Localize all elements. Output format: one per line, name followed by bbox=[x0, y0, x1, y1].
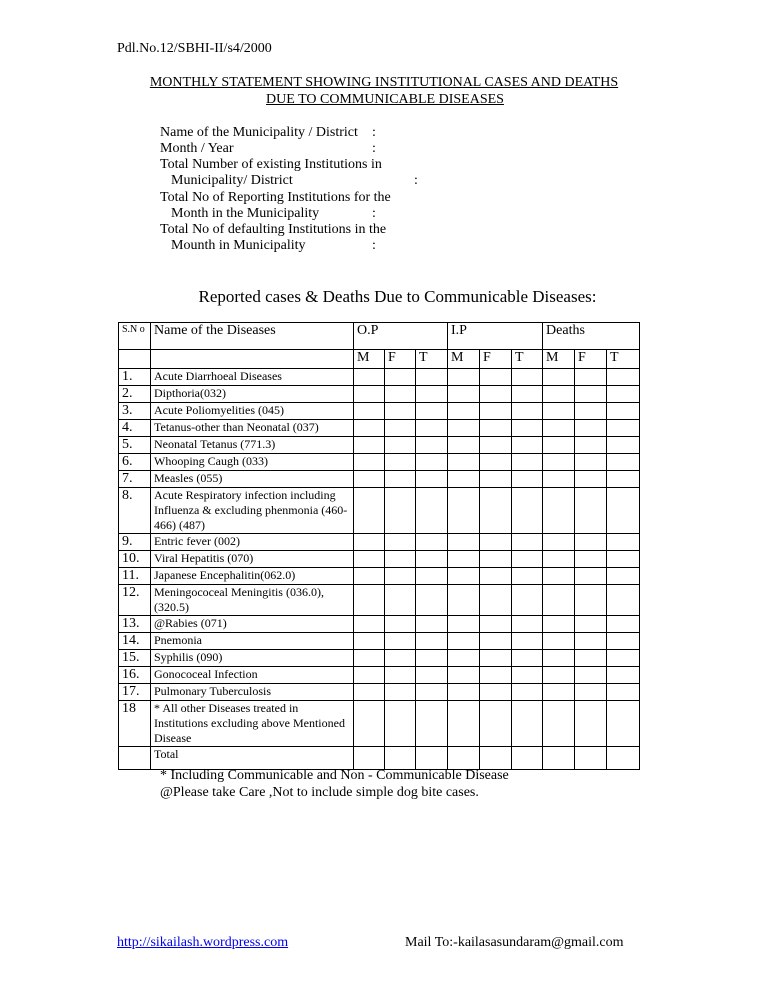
data-cell[interactable] bbox=[480, 701, 512, 747]
data-cell[interactable] bbox=[480, 633, 512, 650]
info-existing-line1 bbox=[160, 157, 382, 173]
data-cell[interactable] bbox=[575, 650, 607, 667]
data-cell[interactable] bbox=[448, 585, 480, 616]
row-sno: 10. bbox=[119, 551, 151, 568]
data-cell[interactable] bbox=[448, 747, 480, 770]
data-cell[interactable] bbox=[480, 437, 512, 454]
data-cell[interactable] bbox=[448, 667, 480, 684]
table-row bbox=[119, 369, 640, 386]
data-cell[interactable] bbox=[416, 386, 448, 403]
data-cell[interactable] bbox=[575, 568, 607, 585]
header-op-t: T bbox=[416, 350, 448, 369]
header-blank bbox=[119, 350, 151, 369]
data-cell[interactable] bbox=[354, 650, 385, 667]
info-label: Mounth in Municipality bbox=[171, 238, 306, 253]
data-cell[interactable] bbox=[480, 585, 512, 616]
data-cell[interactable] bbox=[416, 471, 448, 488]
row-disease-name: Entric fever (002) bbox=[151, 534, 354, 551]
data-cell[interactable] bbox=[416, 534, 448, 551]
header-op: O.P bbox=[354, 323, 448, 350]
data-cell[interactable] bbox=[385, 701, 416, 747]
data-cell[interactable] bbox=[575, 684, 607, 701]
table-row bbox=[119, 488, 640, 534]
data-cell[interactable] bbox=[512, 701, 543, 747]
row-disease-name: Acute Diarrhoeal Diseases bbox=[151, 369, 354, 386]
data-cell[interactable] bbox=[354, 684, 385, 701]
table-row bbox=[119, 633, 640, 650]
row-sno: 5. bbox=[119, 437, 151, 454]
data-cell[interactable] bbox=[448, 471, 480, 488]
data-cell[interactable] bbox=[480, 534, 512, 551]
table-row bbox=[119, 420, 640, 437]
info-label: Month in the Municipality bbox=[171, 206, 320, 221]
data-cell[interactable] bbox=[607, 454, 640, 471]
table-row bbox=[119, 471, 640, 488]
info-municipality bbox=[160, 125, 376, 141]
data-cell[interactable] bbox=[416, 551, 448, 568]
data-cell[interactable] bbox=[607, 551, 640, 568]
data-cell[interactable] bbox=[543, 616, 575, 633]
data-cell[interactable] bbox=[512, 403, 543, 420]
data-cell[interactable] bbox=[543, 369, 575, 386]
data-cell[interactable] bbox=[480, 420, 512, 437]
data-cell[interactable] bbox=[512, 534, 543, 551]
row-disease-name: Acute Respiratory infection including Influenza & excluding phenmonia (460-466) (487) bbox=[151, 488, 354, 534]
data-cell[interactable] bbox=[607, 420, 640, 437]
row-disease-name: @Rabies (071) bbox=[151, 616, 354, 633]
data-cell[interactable] bbox=[512, 471, 543, 488]
data-cell[interactable] bbox=[512, 454, 543, 471]
row-sno bbox=[119, 747, 151, 770]
data-cell[interactable] bbox=[543, 585, 575, 616]
data-cell[interactable] bbox=[543, 551, 575, 568]
data-cell[interactable] bbox=[448, 488, 480, 534]
row-sno: 17. bbox=[119, 684, 151, 701]
row-disease-name: Dipthoria(032) bbox=[151, 386, 354, 403]
data-cell[interactable] bbox=[416, 616, 448, 633]
row-sno: 12. bbox=[119, 585, 151, 616]
data-cell[interactable] bbox=[575, 747, 607, 770]
table-row bbox=[119, 551, 640, 568]
data-cell[interactable] bbox=[416, 488, 448, 534]
info-reporting-line1 bbox=[160, 190, 391, 206]
data-cell[interactable] bbox=[575, 534, 607, 551]
header-disease-name: Name of the Diseases bbox=[151, 323, 354, 350]
data-cell[interactable] bbox=[354, 701, 385, 747]
data-cell[interactable] bbox=[607, 684, 640, 701]
data-cell[interactable] bbox=[512, 488, 543, 534]
data-cell[interactable] bbox=[416, 369, 448, 386]
row-sno: 9. bbox=[119, 534, 151, 551]
data-cell[interactable] bbox=[480, 684, 512, 701]
data-cell[interactable] bbox=[480, 488, 512, 534]
data-cell[interactable] bbox=[543, 403, 575, 420]
data-cell[interactable] bbox=[416, 633, 448, 650]
data-cell[interactable] bbox=[575, 488, 607, 534]
data-cell[interactable] bbox=[512, 747, 543, 770]
row-disease-name: Total bbox=[151, 747, 354, 770]
header-deaths: Deaths bbox=[543, 323, 640, 350]
data-cell[interactable] bbox=[607, 585, 640, 616]
data-cell[interactable] bbox=[480, 551, 512, 568]
info-colon: : bbox=[414, 173, 418, 188]
row-disease-name: Pulmonary Tuberculosis bbox=[151, 684, 354, 701]
data-cell[interactable] bbox=[416, 701, 448, 747]
contact-email: Mail To:-kailasasundaram@gmail.com bbox=[405, 935, 624, 950]
footnote-at: @Please take Care ,Not to include simple dog bite cases. bbox=[160, 785, 479, 800]
header-ip: I.P bbox=[448, 323, 543, 350]
row-disease-name: Meningococeal Meningitis (036.0),(320.5) bbox=[151, 585, 354, 616]
report-title: Reported cases & Deaths Due to Communicable Diseases: bbox=[198, 287, 597, 306]
info-label: Municipality/ District bbox=[171, 173, 293, 188]
data-cell[interactable] bbox=[385, 403, 416, 420]
data-cell[interactable] bbox=[416, 747, 448, 770]
data-cell[interactable] bbox=[448, 684, 480, 701]
data-cell[interactable] bbox=[385, 534, 416, 551]
info-label: Name of the Municipality / District bbox=[160, 125, 358, 140]
row-sno: 1. bbox=[119, 369, 151, 386]
data-cell[interactable] bbox=[543, 471, 575, 488]
data-cell[interactable] bbox=[575, 403, 607, 420]
table-row bbox=[119, 747, 640, 770]
data-cell[interactable] bbox=[354, 420, 385, 437]
data-cell[interactable] bbox=[448, 386, 480, 403]
row-sno: 15. bbox=[119, 650, 151, 667]
row-disease-name: Syphilis (090) bbox=[151, 650, 354, 667]
data-cell[interactable] bbox=[354, 369, 385, 386]
data-cell[interactable] bbox=[385, 616, 416, 633]
info-defaulting-line2 bbox=[160, 238, 376, 254]
data-cell[interactable] bbox=[385, 420, 416, 437]
disease-table bbox=[118, 322, 640, 770]
data-cell[interactable] bbox=[448, 551, 480, 568]
info-colon: : bbox=[372, 141, 376, 156]
data-cell[interactable] bbox=[575, 633, 607, 650]
data-cell[interactable] bbox=[575, 585, 607, 616]
row-disease-name: Gonococeal Infection bbox=[151, 667, 354, 684]
row-disease-name: Japanese Encephalitin(062.0) bbox=[151, 568, 354, 585]
data-cell[interactable] bbox=[354, 386, 385, 403]
table-row bbox=[119, 437, 640, 454]
table-row bbox=[119, 534, 640, 551]
data-cell[interactable] bbox=[512, 551, 543, 568]
data-cell[interactable] bbox=[416, 650, 448, 667]
data-cell[interactable] bbox=[416, 667, 448, 684]
data-cell[interactable] bbox=[416, 585, 448, 616]
data-cell[interactable] bbox=[385, 471, 416, 488]
table-row bbox=[119, 616, 640, 633]
row-sno: 3. bbox=[119, 403, 151, 420]
data-cell[interactable] bbox=[607, 701, 640, 747]
header-deaths-t: T bbox=[607, 350, 640, 369]
data-cell[interactable] bbox=[480, 386, 512, 403]
data-cell[interactable] bbox=[448, 454, 480, 471]
data-cell[interactable] bbox=[543, 568, 575, 585]
data-cell[interactable] bbox=[607, 650, 640, 667]
data-cell[interactable] bbox=[607, 369, 640, 386]
data-cell[interactable] bbox=[543, 386, 575, 403]
info-label: Month / Year bbox=[160, 141, 234, 156]
table-row bbox=[119, 667, 640, 684]
data-cell[interactable] bbox=[354, 471, 385, 488]
data-cell[interactable] bbox=[543, 684, 575, 701]
table-row bbox=[119, 568, 640, 585]
row-disease-name: Viral Hepatitis (070) bbox=[151, 551, 354, 568]
data-cell[interactable] bbox=[385, 667, 416, 684]
data-cell[interactable] bbox=[512, 386, 543, 403]
data-cell[interactable] bbox=[354, 437, 385, 454]
row-sno: 2. bbox=[119, 386, 151, 403]
row-disease-name: Whooping Caugh (033) bbox=[151, 454, 354, 471]
data-cell[interactable] bbox=[575, 437, 607, 454]
info-colon: : bbox=[372, 125, 376, 140]
data-cell[interactable] bbox=[512, 616, 543, 633]
data-cell[interactable] bbox=[385, 454, 416, 471]
row-disease-name: Neonatal Tetanus (771.3) bbox=[151, 437, 354, 454]
data-cell[interactable] bbox=[480, 568, 512, 585]
data-cell[interactable] bbox=[354, 568, 385, 585]
header-op-f: F bbox=[385, 350, 416, 369]
data-cell[interactable] bbox=[385, 747, 416, 770]
data-cell[interactable] bbox=[354, 454, 385, 471]
table-row bbox=[119, 684, 640, 701]
info-colon: : bbox=[372, 238, 376, 253]
row-sno: 8. bbox=[119, 488, 151, 534]
data-cell[interactable] bbox=[416, 420, 448, 437]
info-month-year bbox=[160, 141, 376, 157]
data-cell[interactable] bbox=[575, 667, 607, 684]
data-cell[interactable] bbox=[575, 369, 607, 386]
row-disease-name: Measles (055) bbox=[151, 471, 354, 488]
data-cell[interactable] bbox=[512, 633, 543, 650]
data-cell[interactable] bbox=[385, 369, 416, 386]
row-disease-name: Acute Poliomyelities (045) bbox=[151, 403, 354, 420]
header-op-m: M bbox=[354, 350, 385, 369]
data-cell[interactable] bbox=[607, 568, 640, 585]
reference-number: Pdl.No.12/SBHI-II/s4/2000 bbox=[117, 41, 272, 56]
data-cell[interactable] bbox=[607, 747, 640, 770]
data-cell[interactable] bbox=[480, 369, 512, 386]
data-cell[interactable] bbox=[448, 420, 480, 437]
header-sno: S.N o bbox=[119, 323, 151, 350]
info-label: Total Number of existing Institutions in bbox=[160, 157, 382, 172]
data-cell[interactable] bbox=[607, 437, 640, 454]
data-cell[interactable] bbox=[416, 437, 448, 454]
row-sno: 11. bbox=[119, 568, 151, 585]
data-cell[interactable] bbox=[448, 633, 480, 650]
data-cell[interactable] bbox=[607, 633, 640, 650]
data-cell[interactable] bbox=[480, 403, 512, 420]
data-cell[interactable] bbox=[575, 616, 607, 633]
data-cell[interactable] bbox=[543, 534, 575, 551]
table-row bbox=[119, 701, 640, 747]
data-cell[interactable] bbox=[416, 684, 448, 701]
data-cell[interactable] bbox=[385, 650, 416, 667]
data-cell[interactable] bbox=[607, 488, 640, 534]
header-deaths-m: M bbox=[543, 350, 575, 369]
data-cell[interactable] bbox=[607, 667, 640, 684]
data-cell[interactable] bbox=[543, 437, 575, 454]
data-cell[interactable] bbox=[385, 585, 416, 616]
data-cell[interactable] bbox=[512, 420, 543, 437]
table-row bbox=[119, 386, 640, 403]
data-cell[interactable] bbox=[354, 616, 385, 633]
data-cell[interactable] bbox=[416, 454, 448, 471]
data-cell[interactable] bbox=[448, 403, 480, 420]
data-cell[interactable] bbox=[575, 551, 607, 568]
data-cell[interactable] bbox=[512, 585, 543, 616]
data-cell[interactable] bbox=[354, 534, 385, 551]
data-cell[interactable] bbox=[448, 437, 480, 454]
data-cell[interactable] bbox=[480, 616, 512, 633]
row-disease-name: Tetanus-other than Neonatal (037) bbox=[151, 420, 354, 437]
data-cell[interactable] bbox=[480, 471, 512, 488]
info-label: Total No of defaulting Institutions in the bbox=[160, 222, 387, 237]
data-cell[interactable] bbox=[575, 701, 607, 747]
header-ip-m: M bbox=[448, 350, 480, 369]
header-blank bbox=[151, 350, 354, 369]
data-cell[interactable] bbox=[607, 386, 640, 403]
row-sno: 7. bbox=[119, 471, 151, 488]
data-cell[interactable] bbox=[354, 585, 385, 616]
data-cell[interactable] bbox=[512, 437, 543, 454]
website-link[interactable]: http://sikailash.wordpress.com bbox=[117, 935, 289, 950]
table-row bbox=[119, 585, 640, 616]
data-cell[interactable] bbox=[512, 650, 543, 667]
table-row bbox=[119, 650, 640, 667]
data-cell[interactable] bbox=[543, 747, 575, 770]
data-cell[interactable] bbox=[448, 568, 480, 585]
data-cell[interactable] bbox=[512, 684, 543, 701]
data-cell[interactable] bbox=[480, 454, 512, 471]
data-cell[interactable] bbox=[448, 369, 480, 386]
data-cell[interactable] bbox=[607, 403, 640, 420]
data-cell[interactable] bbox=[512, 667, 543, 684]
data-cell[interactable] bbox=[543, 650, 575, 667]
info-colon: : bbox=[372, 206, 376, 221]
data-cell[interactable] bbox=[543, 667, 575, 684]
data-cell[interactable] bbox=[543, 488, 575, 534]
data-cell[interactable] bbox=[512, 568, 543, 585]
data-cell[interactable] bbox=[385, 633, 416, 650]
data-cell[interactable] bbox=[448, 701, 480, 747]
data-cell[interactable] bbox=[385, 684, 416, 701]
data-cell[interactable] bbox=[354, 633, 385, 650]
data-cell[interactable] bbox=[575, 471, 607, 488]
data-cell[interactable] bbox=[416, 568, 448, 585]
data-cell[interactable] bbox=[543, 454, 575, 471]
row-sno: 6. bbox=[119, 454, 151, 471]
row-sno: 4. bbox=[119, 420, 151, 437]
data-cell[interactable] bbox=[354, 551, 385, 568]
data-cell[interactable] bbox=[575, 386, 607, 403]
row-disease-name: * All other Diseases treated in Institutions excluding above Mentioned Disease bbox=[151, 701, 354, 747]
data-cell[interactable] bbox=[448, 616, 480, 633]
data-cell[interactable] bbox=[480, 650, 512, 667]
data-cell[interactable] bbox=[385, 551, 416, 568]
row-sno: 14. bbox=[119, 633, 151, 650]
header-ip-f: F bbox=[480, 350, 512, 369]
document-title-line2: DUE TO COMMUNICABLE DISEASES bbox=[266, 92, 504, 107]
data-cell[interactable] bbox=[607, 616, 640, 633]
data-cell[interactable] bbox=[543, 701, 575, 747]
table-row bbox=[119, 403, 640, 420]
data-cell[interactable] bbox=[416, 403, 448, 420]
data-cell[interactable] bbox=[512, 369, 543, 386]
data-cell[interactable] bbox=[543, 633, 575, 650]
header-deaths-f: F bbox=[575, 350, 607, 369]
data-cell[interactable] bbox=[543, 420, 575, 437]
row-sno: 13. bbox=[119, 616, 151, 633]
info-existing-line2 bbox=[160, 173, 418, 189]
info-defaulting-line1 bbox=[160, 222, 386, 238]
info-label: Total No of Reporting Institutions for the bbox=[160, 190, 391, 205]
data-cell[interactable] bbox=[607, 471, 640, 488]
data-cell[interactable] bbox=[575, 420, 607, 437]
row-sno: 18 bbox=[119, 701, 151, 747]
info-reporting-line2 bbox=[160, 206, 376, 222]
data-cell[interactable] bbox=[448, 650, 480, 667]
data-cell[interactable] bbox=[448, 534, 480, 551]
data-cell[interactable] bbox=[354, 488, 385, 534]
row-sno: 16. bbox=[119, 667, 151, 684]
data-cell[interactable] bbox=[480, 667, 512, 684]
footnote-asterisk: * Including Communicable and Non - Communicable Disease bbox=[160, 768, 509, 783]
data-cell[interactable] bbox=[575, 454, 607, 471]
data-cell[interactable] bbox=[385, 488, 416, 534]
data-cell[interactable] bbox=[480, 747, 512, 770]
header-ip-t: T bbox=[512, 350, 543, 369]
row-disease-name: Pnemonia bbox=[151, 633, 354, 650]
table-row bbox=[119, 454, 640, 471]
data-cell[interactable] bbox=[354, 403, 385, 420]
document-title-line1: MONTHLY STATEMENT SHOWING INSTITUTIONAL CASES AND DEATHS bbox=[149, 75, 619, 90]
data-cell[interactable] bbox=[385, 568, 416, 585]
data-cell[interactable] bbox=[607, 534, 640, 551]
data-cell[interactable] bbox=[354, 667, 385, 684]
data-cell[interactable] bbox=[385, 437, 416, 454]
data-cell[interactable] bbox=[354, 747, 385, 770]
data-cell[interactable] bbox=[385, 386, 416, 403]
